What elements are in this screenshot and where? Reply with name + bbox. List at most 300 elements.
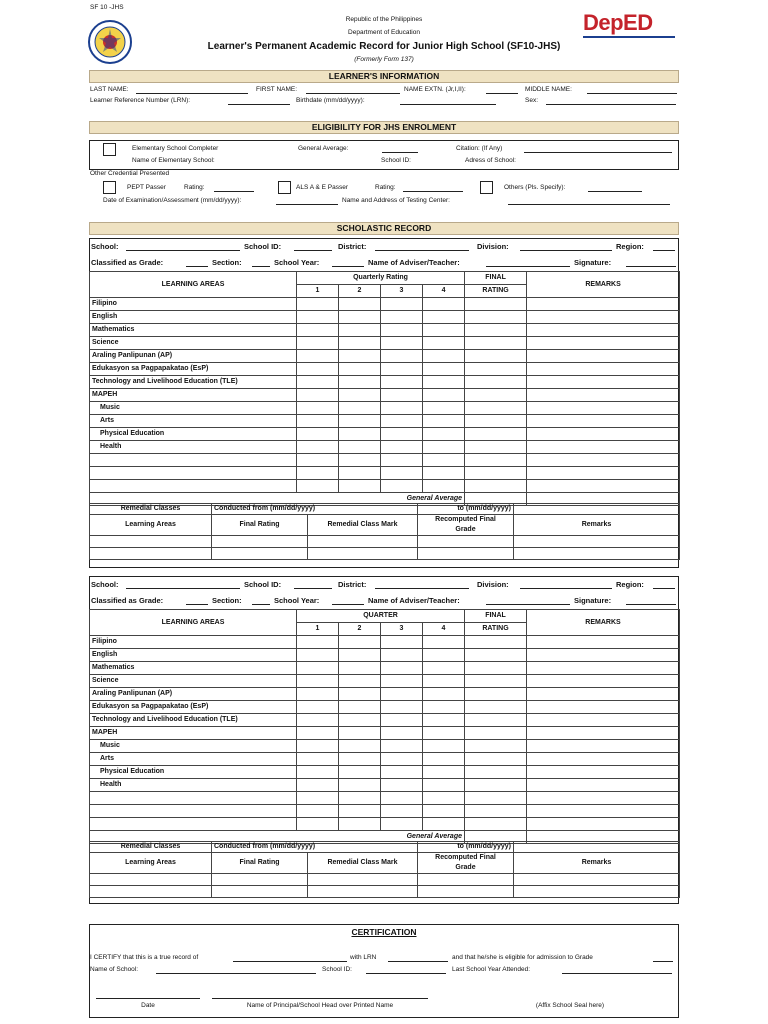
remedial-cell[interactable] xyxy=(212,548,308,560)
grade-cell[interactable] xyxy=(527,389,680,402)
grade-cell[interactable] xyxy=(465,727,527,740)
blank-cell[interactable] xyxy=(423,480,465,493)
grade-cell[interactable] xyxy=(423,649,465,662)
grade-cell[interactable] xyxy=(423,441,465,454)
grade-cell[interactable] xyxy=(465,376,527,389)
blank-cell[interactable] xyxy=(90,480,297,493)
grade-cell[interactable] xyxy=(527,441,680,454)
grade-cell[interactable] xyxy=(423,402,465,415)
grade-cell[interactable] xyxy=(527,753,680,766)
grade-cell[interactable] xyxy=(381,766,423,779)
grade-cell[interactable] xyxy=(423,415,465,428)
grade-cell[interactable] xyxy=(297,649,339,662)
table-row xyxy=(90,714,680,727)
record-school-id-field[interactable] xyxy=(294,250,332,251)
grade-cell[interactable] xyxy=(381,350,423,363)
grade-cell[interactable] xyxy=(465,636,527,649)
remedial-cell[interactable] xyxy=(212,886,308,898)
record-grade-field[interactable] xyxy=(186,266,208,267)
grade-cell[interactable] xyxy=(423,779,465,792)
grade-cell[interactable] xyxy=(297,636,339,649)
lrn-field[interactable] xyxy=(228,104,290,105)
cert-line-a: I CERTIFY that this is a true record of xyxy=(90,954,199,961)
record-division-field[interactable] xyxy=(520,250,612,251)
learning-areas-header: LEARNING AREAS xyxy=(90,610,297,636)
grade-cell[interactable] xyxy=(527,714,680,727)
grade-cell[interactable] xyxy=(381,714,423,727)
subject-name: Music xyxy=(90,402,297,415)
blank-cell[interactable] xyxy=(339,480,381,493)
cert-learner-name-field[interactable] xyxy=(233,961,347,962)
remedial-cell[interactable] xyxy=(514,548,680,560)
grade-cell[interactable] xyxy=(381,363,423,376)
grade-cell[interactable] xyxy=(339,766,381,779)
blank-cell[interactable] xyxy=(339,818,381,831)
quarter-4-header: 4 xyxy=(423,623,465,636)
remedial-cell[interactable] xyxy=(308,886,418,898)
grade-cell[interactable] xyxy=(297,311,339,324)
grade-cell[interactable] xyxy=(381,649,423,662)
grade-cell[interactable] xyxy=(297,363,339,376)
grade-cell[interactable] xyxy=(527,649,680,662)
record-school-id-label: School ID: xyxy=(244,580,282,589)
subject-name: Mathematics xyxy=(90,662,297,675)
quarter-2-header: 2 xyxy=(339,623,381,636)
blank-cell[interactable] xyxy=(465,467,527,480)
grade-cell[interactable] xyxy=(381,298,423,311)
grade-cell[interactable] xyxy=(423,350,465,363)
grade-cell[interactable] xyxy=(423,714,465,727)
grade-cell[interactable] xyxy=(465,402,527,415)
grade-cell[interactable] xyxy=(297,337,339,350)
grade-cell[interactable] xyxy=(465,701,527,714)
remedial-cell[interactable] xyxy=(212,874,308,886)
grade-cell[interactable] xyxy=(297,740,339,753)
remedial-conducted-label: Conducted from (mm/dd/yyyy) xyxy=(212,842,418,853)
remedial-cell[interactable] xyxy=(212,536,308,548)
grade-cell[interactable] xyxy=(527,662,680,675)
grade-cell[interactable] xyxy=(423,337,465,350)
grade-cell[interactable] xyxy=(339,350,381,363)
subject-name: English xyxy=(90,311,297,324)
grade-cell[interactable] xyxy=(527,688,680,701)
grade-cell[interactable] xyxy=(339,714,381,727)
grade-cell[interactable] xyxy=(381,415,423,428)
cert-lrn-field[interactable] xyxy=(388,961,448,962)
grade-cell[interactable] xyxy=(527,350,680,363)
remedial-cell[interactable] xyxy=(418,874,514,886)
others-field[interactable] xyxy=(588,191,642,192)
blank-cell[interactable] xyxy=(423,454,465,467)
remedial-cell[interactable] xyxy=(514,536,680,548)
record-signature-label: Signature: xyxy=(574,596,612,605)
grade-cell[interactable] xyxy=(339,701,381,714)
last-name-label: LAST NAME: xyxy=(90,86,129,93)
grade-cell[interactable] xyxy=(339,636,381,649)
grade-cell[interactable] xyxy=(339,727,381,740)
grade-cell[interactable] xyxy=(297,298,339,311)
lrn-label: Learner Reference Number (LRN): xyxy=(90,97,191,104)
grade-cell[interactable] xyxy=(381,324,423,337)
form-code: SF 10 -JHS xyxy=(90,4,124,11)
grade-cell[interactable] xyxy=(297,779,339,792)
grade-cell[interactable] xyxy=(465,363,527,376)
table-row xyxy=(90,805,680,818)
grade-cell[interactable] xyxy=(527,298,680,311)
grade-cell[interactable] xyxy=(423,311,465,324)
grade-cell[interactable] xyxy=(465,766,527,779)
grade-cell[interactable] xyxy=(465,389,527,402)
grade-cell[interactable] xyxy=(339,376,381,389)
grade-cell[interactable] xyxy=(339,428,381,441)
blank-cell[interactable] xyxy=(90,454,297,467)
record-signature-field[interactable] xyxy=(626,266,676,267)
blank-cell[interactable] xyxy=(465,805,527,818)
blank-cell[interactable] xyxy=(90,792,297,805)
remedial-cell[interactable] xyxy=(514,886,680,898)
grade-cell[interactable] xyxy=(465,298,527,311)
record-sy-field[interactable] xyxy=(332,604,364,605)
blank-cell[interactable] xyxy=(423,792,465,805)
grade-cell[interactable] xyxy=(297,727,339,740)
blank-cell[interactable] xyxy=(339,454,381,467)
grade-cell[interactable] xyxy=(339,779,381,792)
remedial-cell[interactable] xyxy=(90,536,212,548)
remedial-cell[interactable] xyxy=(308,536,418,548)
grade-cell[interactable] xyxy=(527,363,680,376)
grade-cell[interactable] xyxy=(465,428,527,441)
grade-cell[interactable] xyxy=(339,363,381,376)
grade-cell[interactable] xyxy=(527,324,680,337)
grade-cell[interactable] xyxy=(527,428,680,441)
grade-cell[interactable] xyxy=(423,324,465,337)
grade-cell[interactable] xyxy=(297,350,339,363)
grade-cell[interactable] xyxy=(297,428,339,441)
grade-cell[interactable] xyxy=(339,298,381,311)
grade-cell[interactable] xyxy=(297,662,339,675)
grade-cell[interactable] xyxy=(465,350,527,363)
cert-principal-field[interactable] xyxy=(212,998,428,999)
elem-completer-checkbox[interactable] xyxy=(103,143,116,156)
record-section-field[interactable] xyxy=(252,266,270,267)
remedial-learning-areas-header: Learning Areas xyxy=(90,515,212,536)
grade-cell[interactable] xyxy=(465,337,527,350)
grade-cell[interactable] xyxy=(423,688,465,701)
grade-cell[interactable] xyxy=(527,376,680,389)
grade-cell[interactable] xyxy=(465,675,527,688)
remedial-cell[interactable] xyxy=(90,874,212,886)
blank-cell[interactable] xyxy=(381,818,423,831)
grade-cell[interactable] xyxy=(465,688,527,701)
grade-cell[interactable] xyxy=(297,753,339,766)
blank-cell[interactable] xyxy=(423,805,465,818)
remedial-to-field[interactable] xyxy=(514,842,680,853)
grade-cell[interactable] xyxy=(297,402,339,415)
remedial-classes-label: Remedial Classes xyxy=(90,504,212,515)
cert-grade-field[interactable] xyxy=(653,961,673,962)
grade-cell[interactable] xyxy=(339,753,381,766)
sex-field[interactable] xyxy=(546,104,676,105)
remedial-cell[interactable] xyxy=(418,548,514,560)
grade-cell[interactable] xyxy=(339,311,381,324)
testing-center-label: Name and Address of Testing Center: xyxy=(342,197,450,204)
blank-cell[interactable] xyxy=(90,818,297,831)
remedial-remarks-header: Remarks xyxy=(514,515,680,536)
record-sy-field[interactable] xyxy=(332,266,364,267)
record-region-label: Region: xyxy=(616,242,644,251)
remedial-cell[interactable] xyxy=(308,548,418,560)
blank-cell[interactable] xyxy=(423,818,465,831)
grade-cell[interactable] xyxy=(465,662,527,675)
grade-cell[interactable] xyxy=(423,753,465,766)
grade-cell[interactable] xyxy=(297,766,339,779)
grade-cell[interactable] xyxy=(339,402,381,415)
grade-cell[interactable] xyxy=(465,740,527,753)
blank-cell[interactable] xyxy=(465,480,527,493)
grade-cell[interactable] xyxy=(423,376,465,389)
blank-cell[interactable] xyxy=(297,467,339,480)
grade-cell[interactable] xyxy=(339,441,381,454)
last-name-field[interactable] xyxy=(136,93,248,94)
blank-cell[interactable] xyxy=(339,792,381,805)
als-rating-field[interactable] xyxy=(403,191,463,192)
subject-name: Technology and Livelihood Education (TLE) xyxy=(90,714,297,727)
cert-school-id-field[interactable] xyxy=(366,973,446,974)
grade-cell[interactable] xyxy=(339,649,381,662)
grade-cell[interactable] xyxy=(381,389,423,402)
record-section-field[interactable] xyxy=(252,604,270,605)
blank-cell[interactable] xyxy=(465,454,527,467)
other-credential-label: Other Credential Presented xyxy=(90,170,170,177)
grade-cell[interactable] xyxy=(527,415,680,428)
record-adviser-field[interactable] xyxy=(486,604,570,605)
grade-cell[interactable] xyxy=(423,740,465,753)
grade-cell[interactable] xyxy=(381,311,423,324)
middle-name-field[interactable] xyxy=(587,93,677,94)
birthdate-field[interactable] xyxy=(400,104,496,105)
remedial-cell[interactable] xyxy=(90,886,212,898)
grade-cell[interactable] xyxy=(381,441,423,454)
remedial-cell[interactable] xyxy=(90,548,212,560)
grade-cell[interactable] xyxy=(339,324,381,337)
grade-cell[interactable] xyxy=(297,389,339,402)
grade-cell[interactable] xyxy=(297,675,339,688)
record-adviser-field[interactable] xyxy=(486,266,570,267)
grade-cell[interactable] xyxy=(423,727,465,740)
remedial-cell[interactable] xyxy=(418,536,514,548)
table-row xyxy=(90,389,680,402)
blank-cell[interactable] xyxy=(381,454,423,467)
grade-cell[interactable] xyxy=(465,714,527,727)
quarter-3-header: 3 xyxy=(381,623,423,636)
blank-cell[interactable] xyxy=(381,805,423,818)
record-section-label: Section: xyxy=(212,596,242,605)
grade-cell[interactable] xyxy=(527,779,680,792)
record-school-field[interactable] xyxy=(126,588,240,589)
record-region-field[interactable] xyxy=(653,588,675,589)
grade-cell[interactable] xyxy=(527,766,680,779)
blank-cell[interactable] xyxy=(339,467,381,480)
grade-cell[interactable] xyxy=(381,636,423,649)
grade-cell[interactable] xyxy=(465,311,527,324)
record-district-field[interactable] xyxy=(375,250,469,251)
grade-cell[interactable] xyxy=(381,701,423,714)
quarter-1-header: 1 xyxy=(297,285,339,298)
blank-cell[interactable] xyxy=(90,805,297,818)
blank-cell[interactable] xyxy=(339,805,381,818)
blank-cell[interactable] xyxy=(297,480,339,493)
remedial-cell[interactable] xyxy=(308,874,418,886)
record-grade-field[interactable] xyxy=(186,604,208,605)
record-region-field[interactable] xyxy=(653,250,675,251)
grade-cell[interactable] xyxy=(381,428,423,441)
grade-cell[interactable] xyxy=(381,376,423,389)
grade-cell[interactable] xyxy=(381,675,423,688)
grade-cell[interactable] xyxy=(339,675,381,688)
record-signature-field[interactable] xyxy=(626,604,676,605)
citation-field[interactable] xyxy=(524,152,672,153)
blank-cell[interactable] xyxy=(381,480,423,493)
subject-name: Music xyxy=(90,740,297,753)
grade-cell[interactable] xyxy=(423,428,465,441)
blank-cell[interactable] xyxy=(381,467,423,480)
blank-cell[interactable] xyxy=(527,792,680,805)
grade-cell[interactable] xyxy=(527,740,680,753)
table-row xyxy=(90,350,680,363)
grade-cell[interactable] xyxy=(339,662,381,675)
general-average-field[interactable] xyxy=(382,152,418,153)
remedial-cell[interactable] xyxy=(418,886,514,898)
record-division-field[interactable] xyxy=(520,588,612,589)
blank-cell[interactable] xyxy=(527,818,680,831)
first-name-field[interactable] xyxy=(306,93,400,94)
grade-cell[interactable] xyxy=(465,753,527,766)
grade-cell[interactable] xyxy=(527,727,680,740)
grade-cell[interactable] xyxy=(527,337,680,350)
subject-name: Technology and Livelihood Education (TLE) xyxy=(90,376,297,389)
grade-cell[interactable] xyxy=(423,766,465,779)
remedial-to-field[interactable] xyxy=(514,504,680,515)
blank-cell[interactable] xyxy=(465,792,527,805)
grade-cell[interactable] xyxy=(527,311,680,324)
grade-cell[interactable] xyxy=(297,324,339,337)
blank-cell[interactable] xyxy=(423,467,465,480)
remedial-cell[interactable] xyxy=(514,874,680,886)
blank-cell[interactable] xyxy=(90,467,297,480)
testing-center-field[interactable] xyxy=(508,204,670,205)
grade-cell[interactable] xyxy=(339,337,381,350)
name-ext-field[interactable] xyxy=(486,93,518,94)
grade-cell[interactable] xyxy=(527,701,680,714)
blank-cell[interactable] xyxy=(297,792,339,805)
others-checkbox[interactable] xyxy=(480,181,493,194)
grade-cell[interactable] xyxy=(381,688,423,701)
grade-cell[interactable] xyxy=(423,389,465,402)
blank-cell[interactable] xyxy=(297,818,339,831)
others-label: Others (Pls. Specify): xyxy=(504,184,566,191)
grade-cell[interactable] xyxy=(381,662,423,675)
grade-cell[interactable] xyxy=(339,688,381,701)
record-district-field[interactable] xyxy=(375,588,469,589)
birthdate-label: Birthdate (mm/dd/yyyy): xyxy=(296,97,365,104)
grade-cell[interactable] xyxy=(465,649,527,662)
grade-cell[interactable] xyxy=(527,675,680,688)
elem-completer-label: Elementary School Completer xyxy=(132,145,219,152)
als-label: ALS A & E Passer xyxy=(296,184,349,191)
grade-cell[interactable] xyxy=(465,779,527,792)
blank-cell[interactable] xyxy=(527,805,680,818)
pept-rating-field[interactable] xyxy=(214,191,254,192)
recomputed-line-2: Grade xyxy=(455,864,476,871)
blank-cell[interactable] xyxy=(465,818,527,831)
blank-cell[interactable] xyxy=(297,454,339,467)
pept-checkbox[interactable] xyxy=(103,181,116,194)
table-row xyxy=(90,874,680,886)
record-signature-label: Signature: xyxy=(574,258,612,267)
record-school-field[interactable] xyxy=(126,250,240,251)
subject-name: MAPEH xyxy=(90,389,297,402)
record-school-id-field[interactable] xyxy=(294,588,332,589)
grade-cell[interactable] xyxy=(297,714,339,727)
grade-cell[interactable] xyxy=(465,324,527,337)
grade-cell[interactable] xyxy=(381,727,423,740)
grade-cell[interactable] xyxy=(297,701,339,714)
grade-cell[interactable] xyxy=(381,402,423,415)
grade-cell[interactable] xyxy=(381,337,423,350)
blank-cell[interactable] xyxy=(527,480,680,493)
grade-cell[interactable] xyxy=(297,376,339,389)
cert-date-field[interactable] xyxy=(96,998,200,999)
grade-cell[interactable] xyxy=(423,675,465,688)
grade-cell[interactable] xyxy=(297,441,339,454)
grade-cell[interactable] xyxy=(381,740,423,753)
republic-label: Republic of the Philippines xyxy=(345,16,423,23)
remedial-table xyxy=(89,503,680,560)
cert-school-name-field[interactable] xyxy=(156,973,316,974)
grade-cell[interactable] xyxy=(297,415,339,428)
grade-cell[interactable] xyxy=(297,688,339,701)
grade-cell[interactable] xyxy=(381,779,423,792)
blank-cell[interactable] xyxy=(297,805,339,818)
grade-cell[interactable] xyxy=(423,701,465,714)
als-checkbox[interactable] xyxy=(278,181,291,194)
table-row xyxy=(90,753,680,766)
grade-cell[interactable] xyxy=(423,363,465,376)
blank-cell[interactable] xyxy=(527,467,680,480)
grade-cell[interactable] xyxy=(527,402,680,415)
grade-cell[interactable] xyxy=(423,662,465,675)
grade-cell[interactable] xyxy=(465,441,527,454)
table-row xyxy=(90,886,680,898)
blank-cell[interactable] xyxy=(381,792,423,805)
grade-cell[interactable] xyxy=(339,740,381,753)
grade-cell[interactable] xyxy=(339,389,381,402)
blank-cell[interactable] xyxy=(527,454,680,467)
grade-cell[interactable] xyxy=(423,298,465,311)
remedial-learning-areas-header: Learning Areas xyxy=(90,853,212,874)
cert-last-sy-field[interactable] xyxy=(562,973,672,974)
table-row xyxy=(90,467,680,480)
grade-cell[interactable] xyxy=(423,636,465,649)
grade-cell[interactable] xyxy=(339,415,381,428)
date-exam-field[interactable] xyxy=(276,204,338,205)
grade-cell[interactable] xyxy=(465,415,527,428)
grade-cell[interactable] xyxy=(381,753,423,766)
grade-cell[interactable] xyxy=(527,636,680,649)
remarks-header: REMARKS xyxy=(527,610,680,636)
grades-table xyxy=(89,271,680,506)
cert-school-id-label: School ID: xyxy=(322,966,352,973)
